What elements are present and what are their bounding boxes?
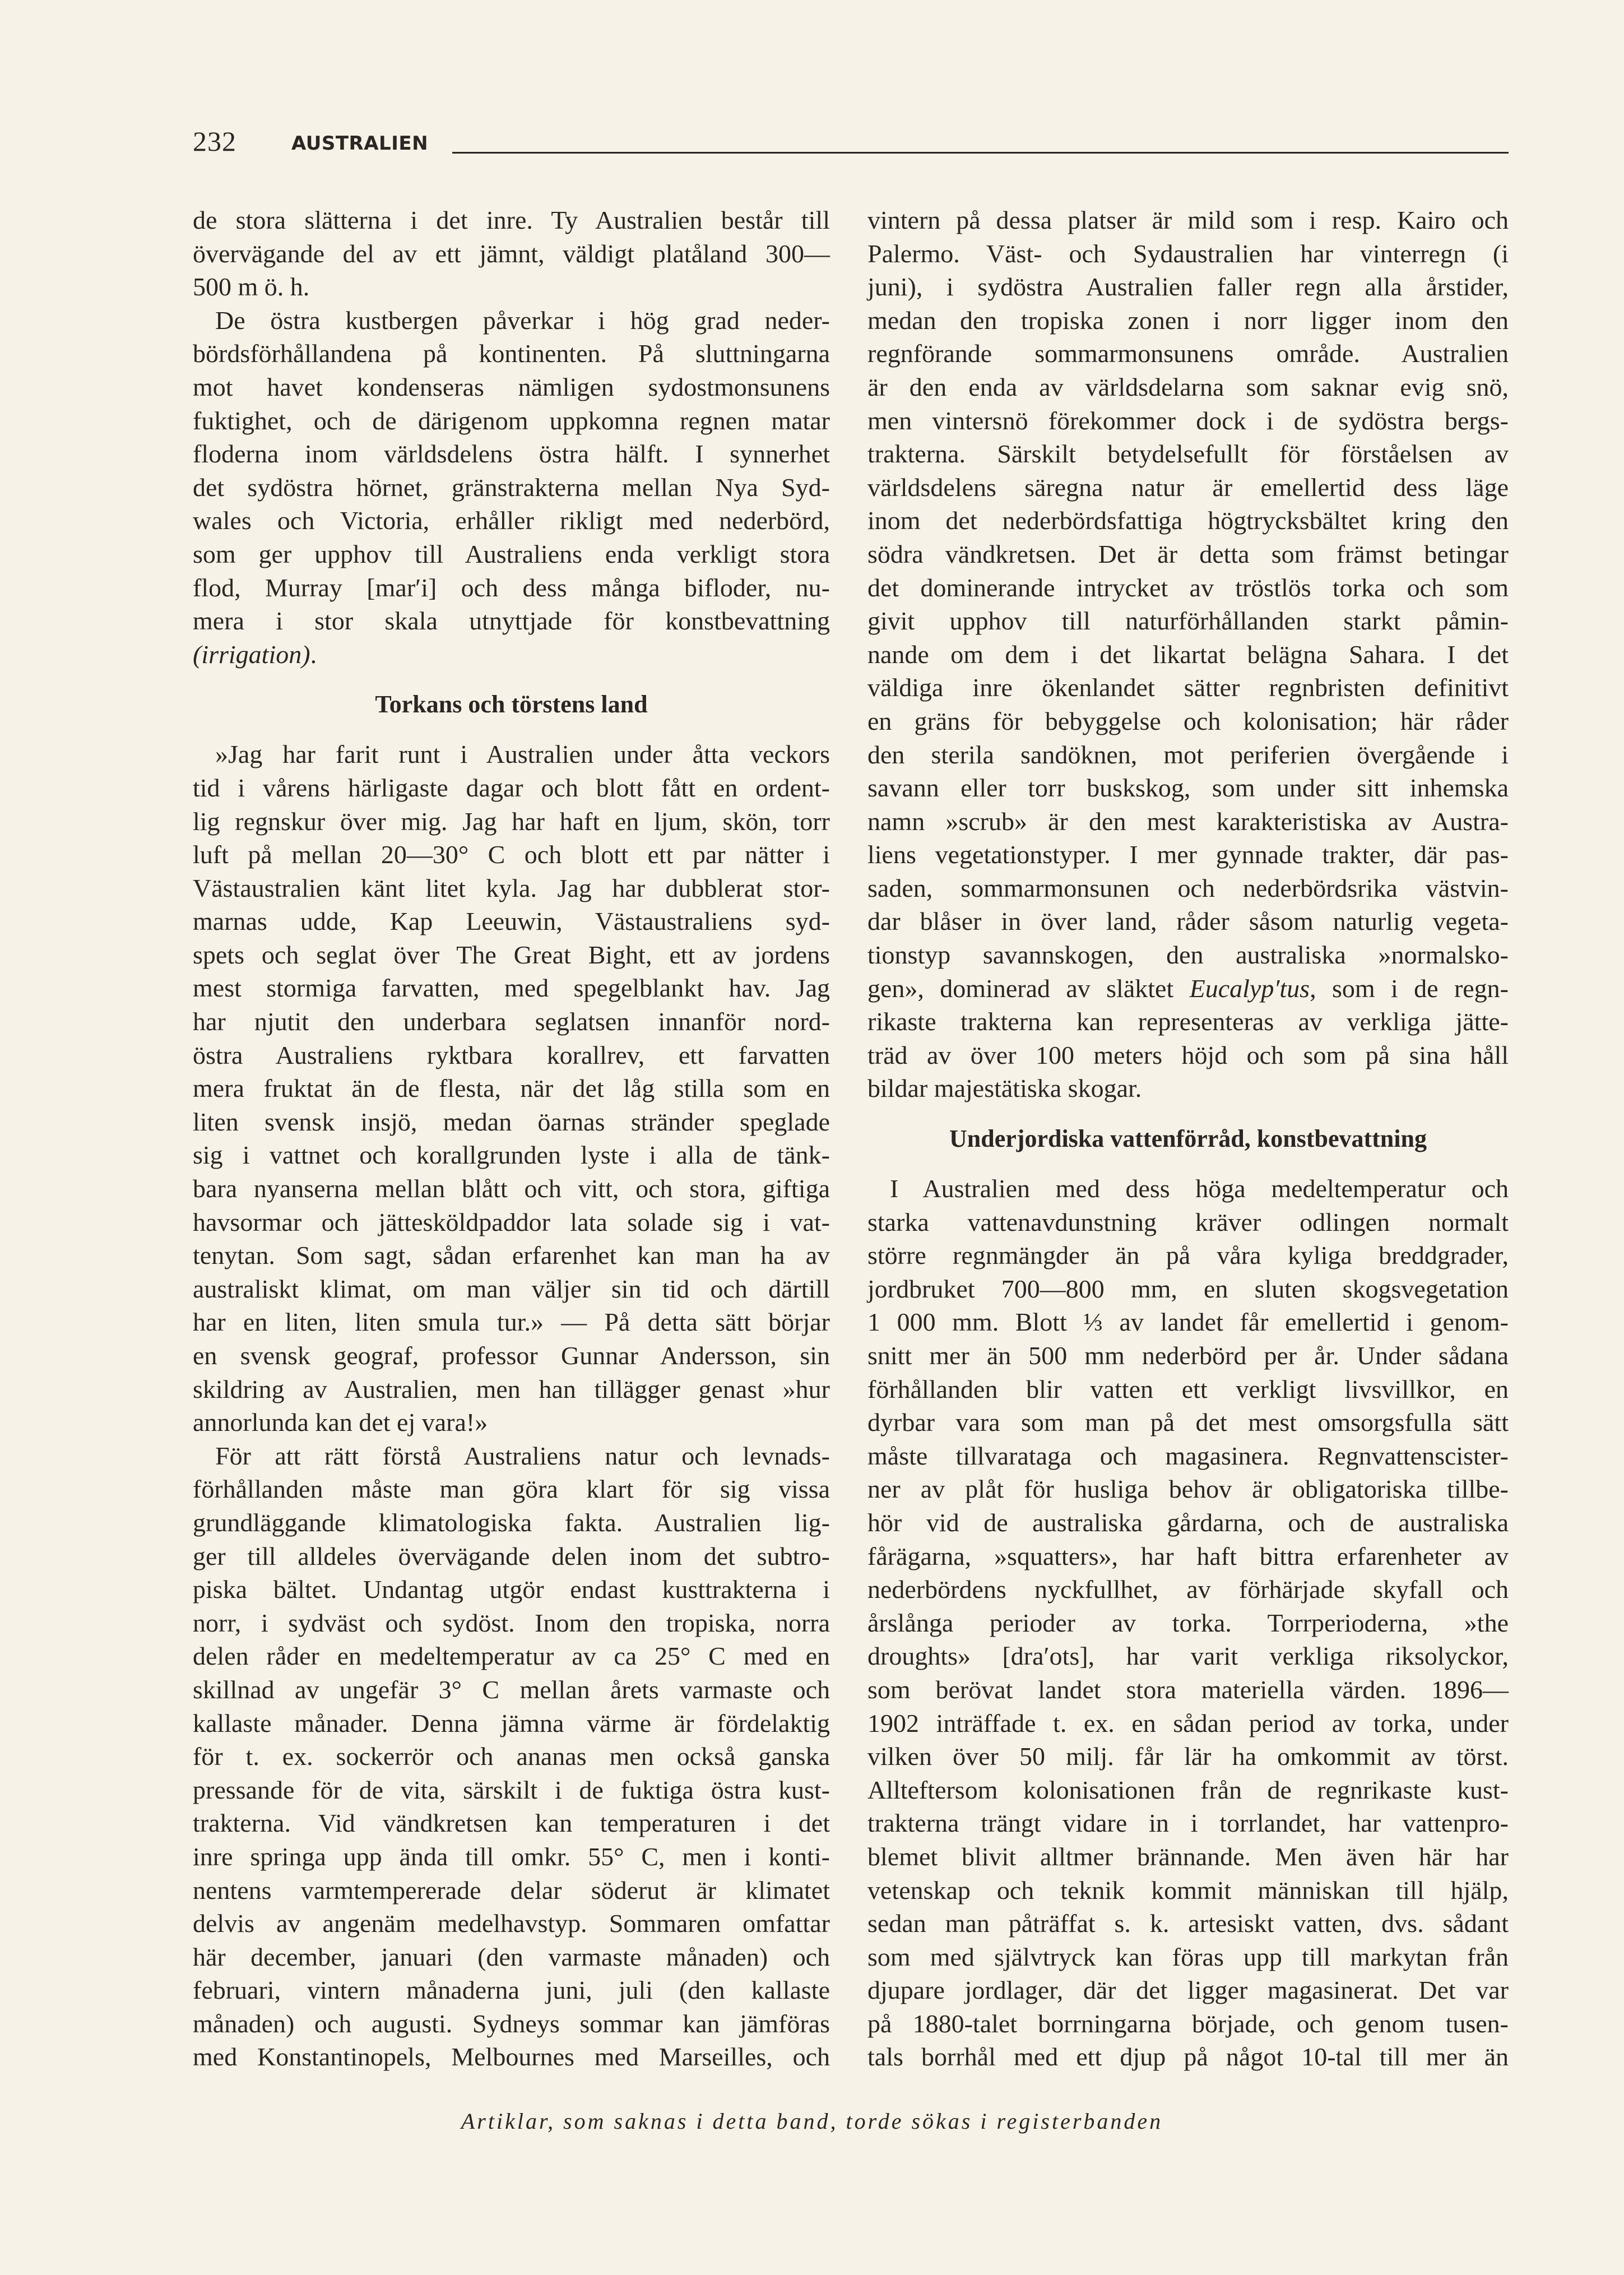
text-line: en svensk geograf, professor Gunnar Andersson, sin: [193, 1341, 830, 1370]
text-line: övervägande del av ett jämnt, väldigt platåland 300—: [193, 239, 830, 268]
text-line: norr, i sydväst och sydöst. Inom den tropiska, norra: [193, 1608, 830, 1637]
text-line: södra vändkretsen. Det är detta som främst betingar: [867, 539, 1509, 568]
text-line: annorlunda kan det ej vara!»: [193, 1408, 488, 1437]
text-line: fuktighet, och de därigenom uppkomna regnen matar: [193, 406, 830, 435]
text-line: 1902 inträffade t. ex. en sådan period av torka, under: [867, 1708, 1509, 1737]
text-line: vilken över 50 milj. får lär ha omkommit av törst.: [867, 1742, 1509, 1771]
text-line: blemet blivit alltmer brännande. Men även här har: [867, 1842, 1509, 1871]
text-line: ger till alldeles övervägande delen inom det subtro-: [193, 1541, 830, 1570]
text-line: sig i vattnet och korallgrunden lyste i alla de tänk-: [193, 1141, 830, 1170]
text-line: För att rätt förstå Australiens natur och levnads-: [215, 1441, 830, 1470]
text-line: Allteftersom kolonisationen från de regnrikaste kust-: [867, 1775, 1509, 1804]
text-line: mot havet kondenseras nämligen sydostmonsunens: [193, 372, 830, 401]
text-line: mera i stor skala utnyttjade för konstbevattning: [193, 606, 830, 636]
text-line: I Australien med dess höga medeltemperatur och: [890, 1174, 1509, 1203]
text-line: 1 000 mm. Blott ⅓ av landet får emellertid i genom-: [867, 1308, 1509, 1337]
text-line: månaden) och augusti. Sydneys sommar kan jämföras: [193, 2009, 830, 2038]
text-segment: gen», dominerad av släktet: [867, 974, 1190, 1003]
text-line: dar blåser in över land, råder såsom naturlig vegeta-: [867, 907, 1509, 936]
text-line: liten svensk insjö, medan öarnas stränder speglade: [193, 1107, 830, 1136]
text-line: delvis av angenäm medelhavstyp. Sommaren omfattar: [193, 1909, 830, 1938]
text-line: skillnad av ungefär 3° C mellan årets varmaste och: [193, 1675, 830, 1704]
text-line: Västaustralien känt litet kyla. Jag har dubblerat stor-: [193, 873, 830, 902]
text-line: fårägarna, »squatters», har haft bittra erfarenheter av: [867, 1541, 1509, 1570]
text-line: världsdelens säregna natur är emellertid dess läge: [867, 472, 1509, 502]
text-line: tals borrhål med ett djup på något 10-tal till mer än: [867, 2042, 1509, 2072]
text-line: starka vattenavdunstning kräver odlingen normalt: [867, 1207, 1509, 1236]
text-line: [867, 972, 1509, 1006]
text-line: ner av plåt för husliga behov är obligatoriska tillbe-: [867, 1475, 1509, 1504]
italic-text: Eucalyp′tus: [1189, 974, 1310, 1003]
text-line: trakterna trängt vidare in i torrlandet, har vattenpro-: [867, 1809, 1509, 1838]
text-line: träd av över 100 meters höjd och som på sina håll: [867, 1040, 1509, 1069]
text-line: tid i vårens härligaste dagar och blott fått en ordent-: [193, 773, 830, 802]
page-number: 232: [193, 126, 236, 157]
text-line: dyrbar vara som man på det mest omsorgsfulla sätt: [867, 1408, 1509, 1437]
text-line: jordbruket 700—800 mm, en sluten skogsvegetation: [867, 1274, 1509, 1303]
text-line: skildring av Australien, men han tillägger genast »hur: [193, 1374, 830, 1403]
text-line: det dominerande intrycket av tröstlös torka och som: [867, 573, 1509, 602]
text-line: februari, vintern månaderna juni, juli (den kallaste: [193, 1976, 830, 2005]
text-line: flod, Murray [mar′i] och dess många bifloder, nu-: [193, 573, 830, 602]
text-line: väldiga inre ökenlandet sätter regnbristen definitivt: [867, 673, 1509, 702]
text-line: Palermo. Väst- och Sydaustralien har vinterregn (i: [867, 239, 1509, 268]
text-line: regnförande sommarmonsunens område. Australien: [867, 339, 1509, 368]
page-header: [193, 124, 1509, 158]
text-line: på 1880-talet borrningarna började, och genom tusen-: [867, 2009, 1509, 2038]
text-line: förhållanden måste man göra klart för sig vissa: [193, 1475, 830, 1504]
text-line: hör vid de australiska gårdarna, och de australiska: [867, 1508, 1509, 1537]
text-line: lig regnskur över mig. Jag har haft en ljum, skön, torr: [193, 807, 830, 836]
paragraph: [193, 1439, 830, 2074]
text-line: som med självtryck kan föras upp till markytan från: [867, 1942, 1509, 1971]
text-line: inre springa upp ända till omkr. 55° C, men i konti-: [193, 1842, 830, 1871]
text-line: bördsförhållandena på kontinenten. På sluttningarna: [193, 339, 830, 368]
paragraph: [193, 304, 830, 671]
text-line: för t. ex. sockerrör och ananas men också ganska: [193, 1742, 830, 1771]
text-line: den sterila sandöknen, mot periferien övergående i: [867, 740, 1509, 769]
text-line: juni), i sydöstra Australien faller regn alla årstider,: [867, 272, 1509, 302]
text-line: vintern på dessa platser är mild som i resp. Kairo och: [867, 206, 1509, 234]
text-line: nentens varmtempererade delar söderut är klimatet: [193, 1875, 830, 1905]
text-line: en gräns för bebyggelse och kolonisation; här råder: [867, 706, 1509, 735]
text-line: är den enda av världsdelarna som saknar evig snö,: [867, 372, 1509, 401]
text-line: wales och Victoria, erhåller rikligt med nederbörd,: [193, 506, 830, 535]
text-line: luft på mellan 20—30° C och blott ett par nätter i: [193, 840, 830, 869]
text-line: det sydöstra hörnet, gränstrakterna mellan Nya Syd-: [193, 472, 830, 502]
text-line: vetenskap och teknik kommit människan till hjälp,: [867, 1875, 1509, 1905]
text-line: förhållanden blir vatten ett verkligt livsvillkor, en: [867, 1374, 1509, 1403]
paragraph: [867, 1172, 1509, 2074]
text-line: bildar majestätiska skogar.: [867, 1074, 1142, 1103]
text-line: inom det nederbördsfattiga högtrycksbältet kring den: [867, 506, 1509, 535]
text-line: pressande för de vita, särskilt i de fuktiga östra kust-: [193, 1775, 830, 1804]
text-line: som berövat landet stora materiella värden. 1896—: [867, 1675, 1509, 1704]
italic-text: (irrigation): [193, 640, 310, 669]
text-line: rikaste trakterna kan representeras av verkliga jätte-: [867, 1007, 1509, 1036]
text-line: marnas udde, Kap Leeuwin, Västaustraliens syd-: [193, 907, 830, 936]
text-line: givit upphov till naturförhållanden starkt påmin-: [867, 606, 1509, 636]
text-line: delen råder en medeltemperatur av ca 25° C med en: [193, 1642, 830, 1671]
text-line: de stora slätterna i det inre. Ty Australien består till: [193, 206, 830, 234]
text-line: havsormar och jättesköldpaddor lata solade sig i vat-: [193, 1207, 830, 1236]
text-line: droughts» [dra′ots], har varit verkliga riksolyckor,: [867, 1642, 1509, 1671]
text-line: har njutit den underbara seglatsen innanför nord-: [193, 1007, 830, 1036]
text-line: tenytan. Som sagt, sådan erfarenhet kan man ha av: [193, 1241, 830, 1270]
text-line: måste tillvarataga och magasinera. Regnvattenscister-: [867, 1441, 1509, 1470]
text-line: nande om dem i det likartat belägna Sahara. I det: [867, 640, 1509, 669]
text-line: australiskt klimat, om man väljer sin tid och därtill: [193, 1274, 830, 1303]
text-line: trakterna. Särskilt betydelsefullt för förståelsen av: [867, 439, 1509, 469]
text-line: »Jag har farit runt i Australien under åtta veckors: [215, 740, 830, 769]
text-line: men vintersnö förekommer dock i de sydöstra bergs-: [867, 406, 1509, 435]
footer-note: Artiklar, som saknas i detta band, torde sökas i registerbanden: [461, 2109, 1163, 2134]
section-heading: Torkans och törstens land: [375, 691, 648, 719]
text-line: kallaste månader. Denna jämna värme är fördelaktig: [193, 1708, 830, 1737]
paragraph: [193, 203, 830, 304]
paragraph: [867, 203, 1509, 1105]
header-rule: [452, 152, 1509, 154]
text-line: medan den tropiska zonen i norr ligger inom den: [867, 305, 1509, 335]
text-line: floderna inom världsdelens östra hälft. I synnerhet: [193, 439, 830, 469]
section-heading: Underjordiska vattenförråd, konstbevattning: [949, 1125, 1427, 1153]
text-line: mera fruktat än de flesta, när det låg stilla som en: [193, 1074, 830, 1103]
text-line: årslånga perioder av torka. Torrperioderna, »the: [867, 1608, 1509, 1637]
text-line: djupare jordlager, där det ligger magasinerat. Det var: [867, 1976, 1509, 2005]
text-line: piska bältet. Undantag utgör endast kusttrakterna i: [193, 1575, 830, 1604]
text-line: bara nyanserna mellan blått och vitt, och stora, giftiga: [193, 1174, 830, 1203]
text-line: namn »scrub» är den mest karakteristiska av Austra-: [867, 807, 1509, 836]
paragraph: [193, 738, 830, 1439]
text-line: saden, sommarmonsunen och nederbördsrika västvin-: [867, 873, 1509, 902]
running-title: AUSTRALIEN: [291, 132, 429, 155]
text-line: har en liten, liten smula tur.» — På detta sätt börjar: [193, 1308, 830, 1337]
text-line: tionstyp savannskogen, den australiska »normalsko-: [867, 940, 1509, 970]
text-line: liens vegetationstyper. I mer gynnade trakter, där pas-: [867, 840, 1509, 869]
text-line: här december, januari (den varmaste månaden) och: [193, 1942, 830, 1971]
text-line: nederbördens nyckfullhet, av förhärjade skyfall och: [867, 1575, 1509, 1604]
text-line: [193, 638, 830, 671]
text-line: snitt mer än 500 mm nederbörd per år. Under sådana: [867, 1341, 1509, 1370]
text-line: grundläggande klimatologiska fakta. Australien lig-: [193, 1508, 830, 1537]
text-segment: .: [310, 640, 317, 669]
text-line: som ger upphov till Australiens enda verkligt stora: [193, 539, 830, 568]
text-line: savann eller torr buskskog, som under sitt inhemska: [867, 773, 1509, 803]
text-line: med Konstantinopels, Melbournes med Marseilles, och: [193, 2042, 830, 2072]
text-line: 500 m ö. h.: [193, 272, 310, 302]
text-column-right: [867, 203, 1509, 2074]
text-line: sedan man påträffat s. k. artesiskt vatten, dvs. sådant: [867, 1909, 1509, 1938]
text-line: De östra kustbergen påverkar i hög grad neder-: [215, 305, 830, 335]
text-column-left: [193, 203, 830, 2074]
text-segment: , som i de regn-: [1310, 974, 1509, 1003]
text-line: östra Australiens ryktbara korallrev, ett farvatten: [193, 1040, 830, 1069]
text-line: spets och seglat över The Great Bight, ett av jordens: [193, 940, 830, 969]
text-line: trakterna. Vid vändkretsen kan temperaturen i det: [193, 1809, 830, 1838]
text-line: mest stormiga farvatten, med spegelblankt hav. Jag: [193, 974, 830, 1003]
text-line: större regnmängder än på våra kyliga breddgrader,: [867, 1241, 1509, 1270]
